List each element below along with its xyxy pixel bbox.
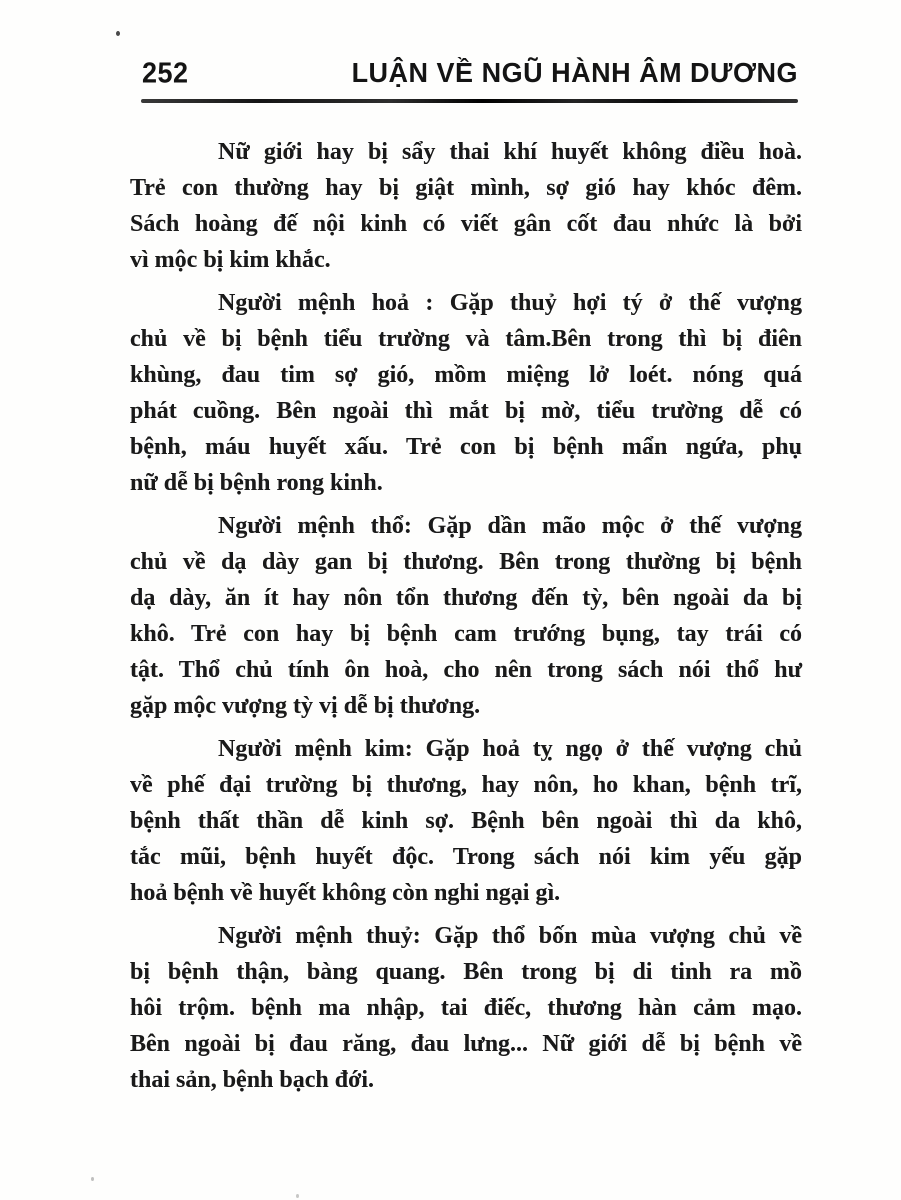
text-line: tắc mũi, bệnh huyết độc. Trong sách nói kim yếu gặp [130,844,802,870]
paragraph [130,918,802,1098]
text-line: Người mệnh thổ: Gặp dần mão mộc ở thế vượng [218,513,802,539]
text-line: vì mộc bị kim khắc. [130,247,331,273]
header-rule [141,99,798,103]
text-line: bị bệnh thận, bàng quang. Bên trong bị di tinh ra mồ [130,959,802,985]
text-line: về phế đại trường bị thương, hay nôn, ho khan, bệnh trĩ, [130,772,802,798]
text-line: Người mệnh kim: Gặp hoả tỵ ngọ ở thế vượng chủ [218,736,802,762]
text-line: bệnh, máu huyết xấu. Trẻ con bị bệnh mẩn ngứa, phụ [130,434,802,460]
text-line: hôi trộm. bệnh ma nhập, tai điếc, thương hàn cảm mạo. [130,995,802,1021]
page-header [142,58,798,89]
scan-speck [116,31,120,36]
running-title: LUẬN VỀ NGŨ HÀNH ÂM DƯƠNG [351,57,798,89]
text-line: Người mệnh thuỷ: Gặp thổ bốn mùa vượng chủ về [218,923,802,949]
page-body [130,134,802,1105]
text-line: hoả bệnh về huyết không còn nghi ngại gì. [130,880,561,906]
text-line: khùng, đau tim sợ gió, mồm miệng lở loét. nóng quá [130,362,802,388]
text-line: Nữ giới hay bị sẩy thai khí huyết không điều hoà. [218,139,802,165]
paragraph [130,508,802,724]
text-line: gặp mộc vượng tỳ vị dễ bị thương. [130,693,481,719]
page-number: 252 [142,57,189,89]
text-line: chủ về dạ dày gan bị thương. Bên trong thường bị bệnh [130,549,802,575]
scan-speck [296,1194,299,1198]
text-line: tật. Thổ chủ tính ôn hoà, cho nên trong sách nói thổ hư [130,657,802,683]
text-line: chủ về bị bệnh tiểu trường và tâm.Bên trong thì bị điên [130,326,802,352]
text-line: dạ dày, ăn ít hay nôn tổn thương đến tỳ, bên ngoài da bị [130,585,802,611]
text-line: Bên ngoài bị đau răng, đau lưng... Nữ giới dễ bị bệnh về [130,1031,802,1057]
scan-speck [91,1177,94,1181]
paragraph [130,134,802,278]
paragraph [130,731,802,911]
paragraph [130,285,802,501]
text-line: thai sản, bệnh bạch đới. [130,1067,375,1093]
text-line: nữ dễ bị bệnh rong kinh. [130,470,383,496]
text-line: bệnh thất thần dễ kinh sợ. Bệnh bên ngoài thì da khô, [130,808,802,834]
text-line: Người mệnh hoả : Gặp thuỷ hợi tý ở thế vượng [218,290,802,316]
text-line: phát cuồng. Bên ngoài thì mắt bị mờ, tiểu trường dễ có [130,398,802,424]
text-line: Trẻ con thường hay bị giật mình, sợ gió hay khóc đêm. [130,175,802,201]
text-line: Sách hoàng đế nội kinh có viết gân cốt đau nhức là bởi [130,211,802,237]
text-line: khô. Trẻ con hay bị bệnh cam trướng bụng, tay trái có [130,621,802,647]
